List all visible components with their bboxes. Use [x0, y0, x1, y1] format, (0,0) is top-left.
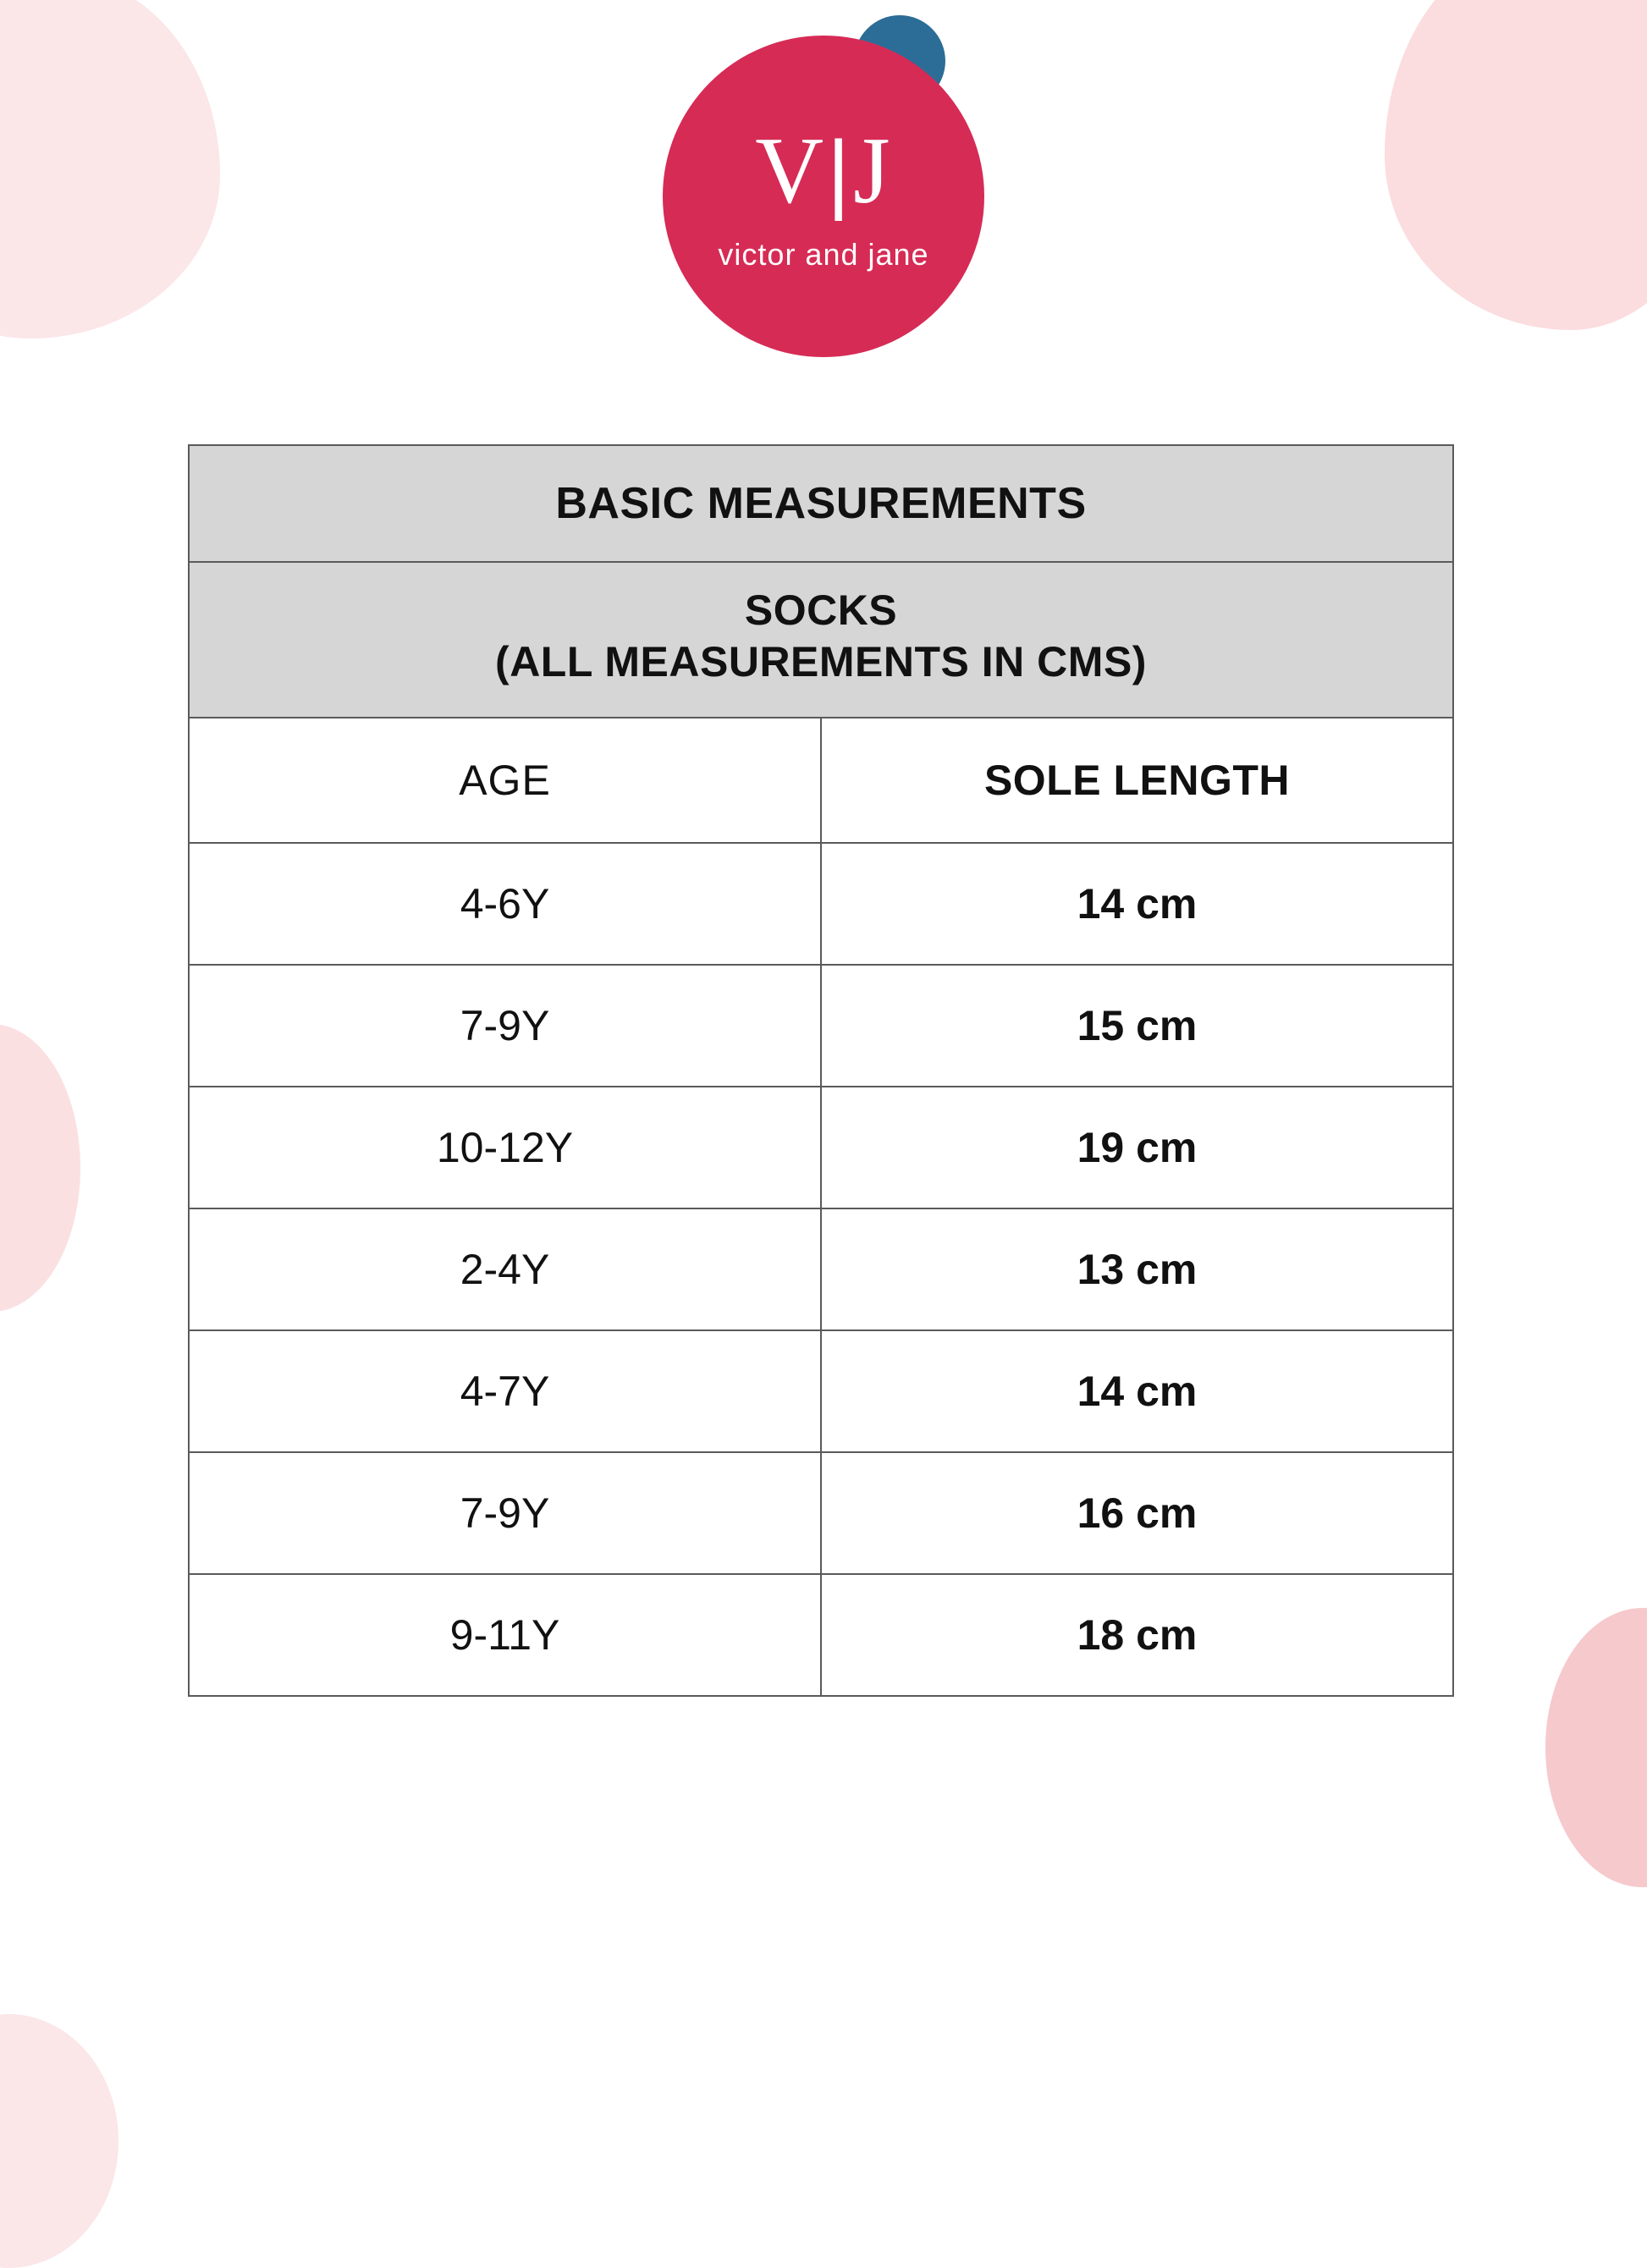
table-subtitle	[189, 562, 1453, 718]
cell-sole-length: 15 cm	[821, 965, 1453, 1087]
cell-sole-length: 16 cm	[821, 1452, 1453, 1574]
cell-age: 4-7Y	[189, 1330, 821, 1452]
table-row	[189, 843, 1453, 965]
logo-letter-j: J	[853, 118, 892, 223]
cell-age: 7-9Y	[189, 965, 821, 1087]
table-title: BASIC MEASUREMENTS	[189, 445, 1453, 562]
table-row	[189, 1330, 1453, 1452]
decorative-blob-bottom-left	[0, 2014, 118, 2268]
table-subtitle-line1: SOCKS	[744, 586, 898, 634]
logo-tagline: victor and jane	[718, 237, 929, 272]
cell-age: 2-4Y	[189, 1208, 821, 1330]
cell-age: 9-11Y	[189, 1574, 821, 1696]
logo-monogram	[755, 118, 892, 223]
cell-sole-length: 14 cm	[821, 1330, 1453, 1452]
table-subtitle-line2: (ALL MEASUREMENTS IN CMS)	[495, 638, 1147, 685]
decorative-blob-right-middle	[1545, 1608, 1647, 1887]
column-header-age: AGE	[189, 718, 821, 843]
logo-circle	[663, 36, 984, 357]
cell-age: 4-6Y	[189, 843, 821, 965]
table-subtitle-row	[189, 562, 1453, 718]
column-header-sole-length: SOLE LENGTH	[821, 718, 1453, 843]
cell-sole-length: 14 cm	[821, 843, 1453, 965]
size-chart	[188, 444, 1454, 1697]
table-row	[189, 1208, 1453, 1330]
cell-age: 10-12Y	[189, 1087, 821, 1208]
cell-sole-length: 18 cm	[821, 1574, 1453, 1696]
logo-divider: |	[827, 124, 852, 222]
cell-sole-length: 13 cm	[821, 1208, 1453, 1330]
size-table	[188, 444, 1454, 1697]
table-row	[189, 1087, 1453, 1208]
decorative-blob-left-middle	[0, 1024, 80, 1312]
brand-logo	[0, 15, 1647, 354]
cell-age: 7-9Y	[189, 1452, 821, 1574]
table-title-row	[189, 445, 1453, 562]
table-header-row	[189, 718, 1453, 843]
cell-sole-length: 19 cm	[821, 1087, 1453, 1208]
logo-letter-v: V	[755, 118, 826, 223]
table-row	[189, 1574, 1453, 1696]
table-row	[189, 965, 1453, 1087]
table-row	[189, 1452, 1453, 1574]
